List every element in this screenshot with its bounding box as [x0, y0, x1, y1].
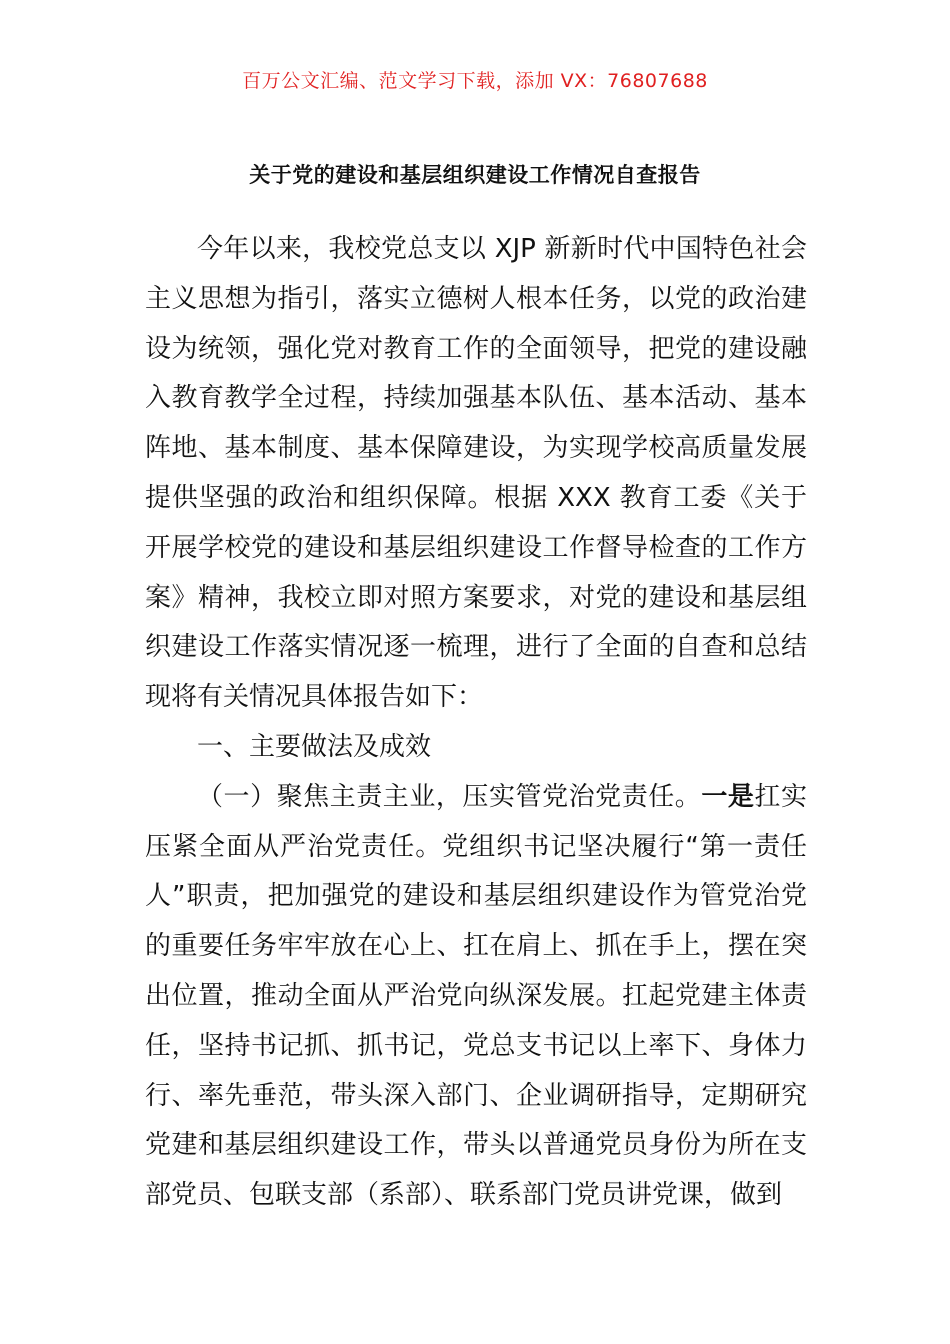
point-marker: 一是 [701, 781, 755, 812]
subsection-paragraph [145, 773, 807, 1221]
section-heading: 一、主要做法及成效 [197, 731, 432, 762]
subsection-text: 扛实压紧全面从严治党责任。党组织书记坚决履行“第一责任人”职责，把加强党的建设和基层组织建设作为管党治党的重要任务牢牢放在心上、扛在肩上、抓在手上，摆在突出位置，推动全面从严治党向纵深发展。扛起党建主体责任，坚持书记抓、抓书记，党总支书记以上率下、身体力行、率先垂范，带头深入部门、企业调研指导，定期研究党建和基层组织建设工作，带头以普通党员身份为所在支部党员、包联支部（系部）、联系部门党员讲党课，做到 [145, 781, 807, 1211]
document-body [145, 225, 807, 1221]
intro-paragraph: 今年以来，我校党总支以 XJP 新新时代中国特色社会主义思想为指引，落实立德树人根本任务，以党的政治建设为统领，强化党对教育工作的全面领导，把党的建设融入教育教学全过程，持续加强基本队伍、基本活动、基本阵地、基本制度、基本保障建设，为实现学校高质量发展提供坚强的政治和组织保障。根据 XXX 教育工委《关于开展学校党的建设和基层组织建设工作督导检查的工作方案》精神，我校立即对照方案要求，对党的建设和基层组织建设工作落实情况逐一梳理，进行了全面的自查和总结现将有关情况具体报告如下： [145, 234, 807, 713]
document-title: 关于党的建设和基层组织建设工作情况自查报告 [249, 163, 701, 187]
watermark-header: 百万公文汇编、范文学习下载，添加 VX：76807688 [242, 70, 708, 92]
subsection-lead: （一）聚焦主责主业，压实管党治党责任。 [197, 781, 702, 812]
